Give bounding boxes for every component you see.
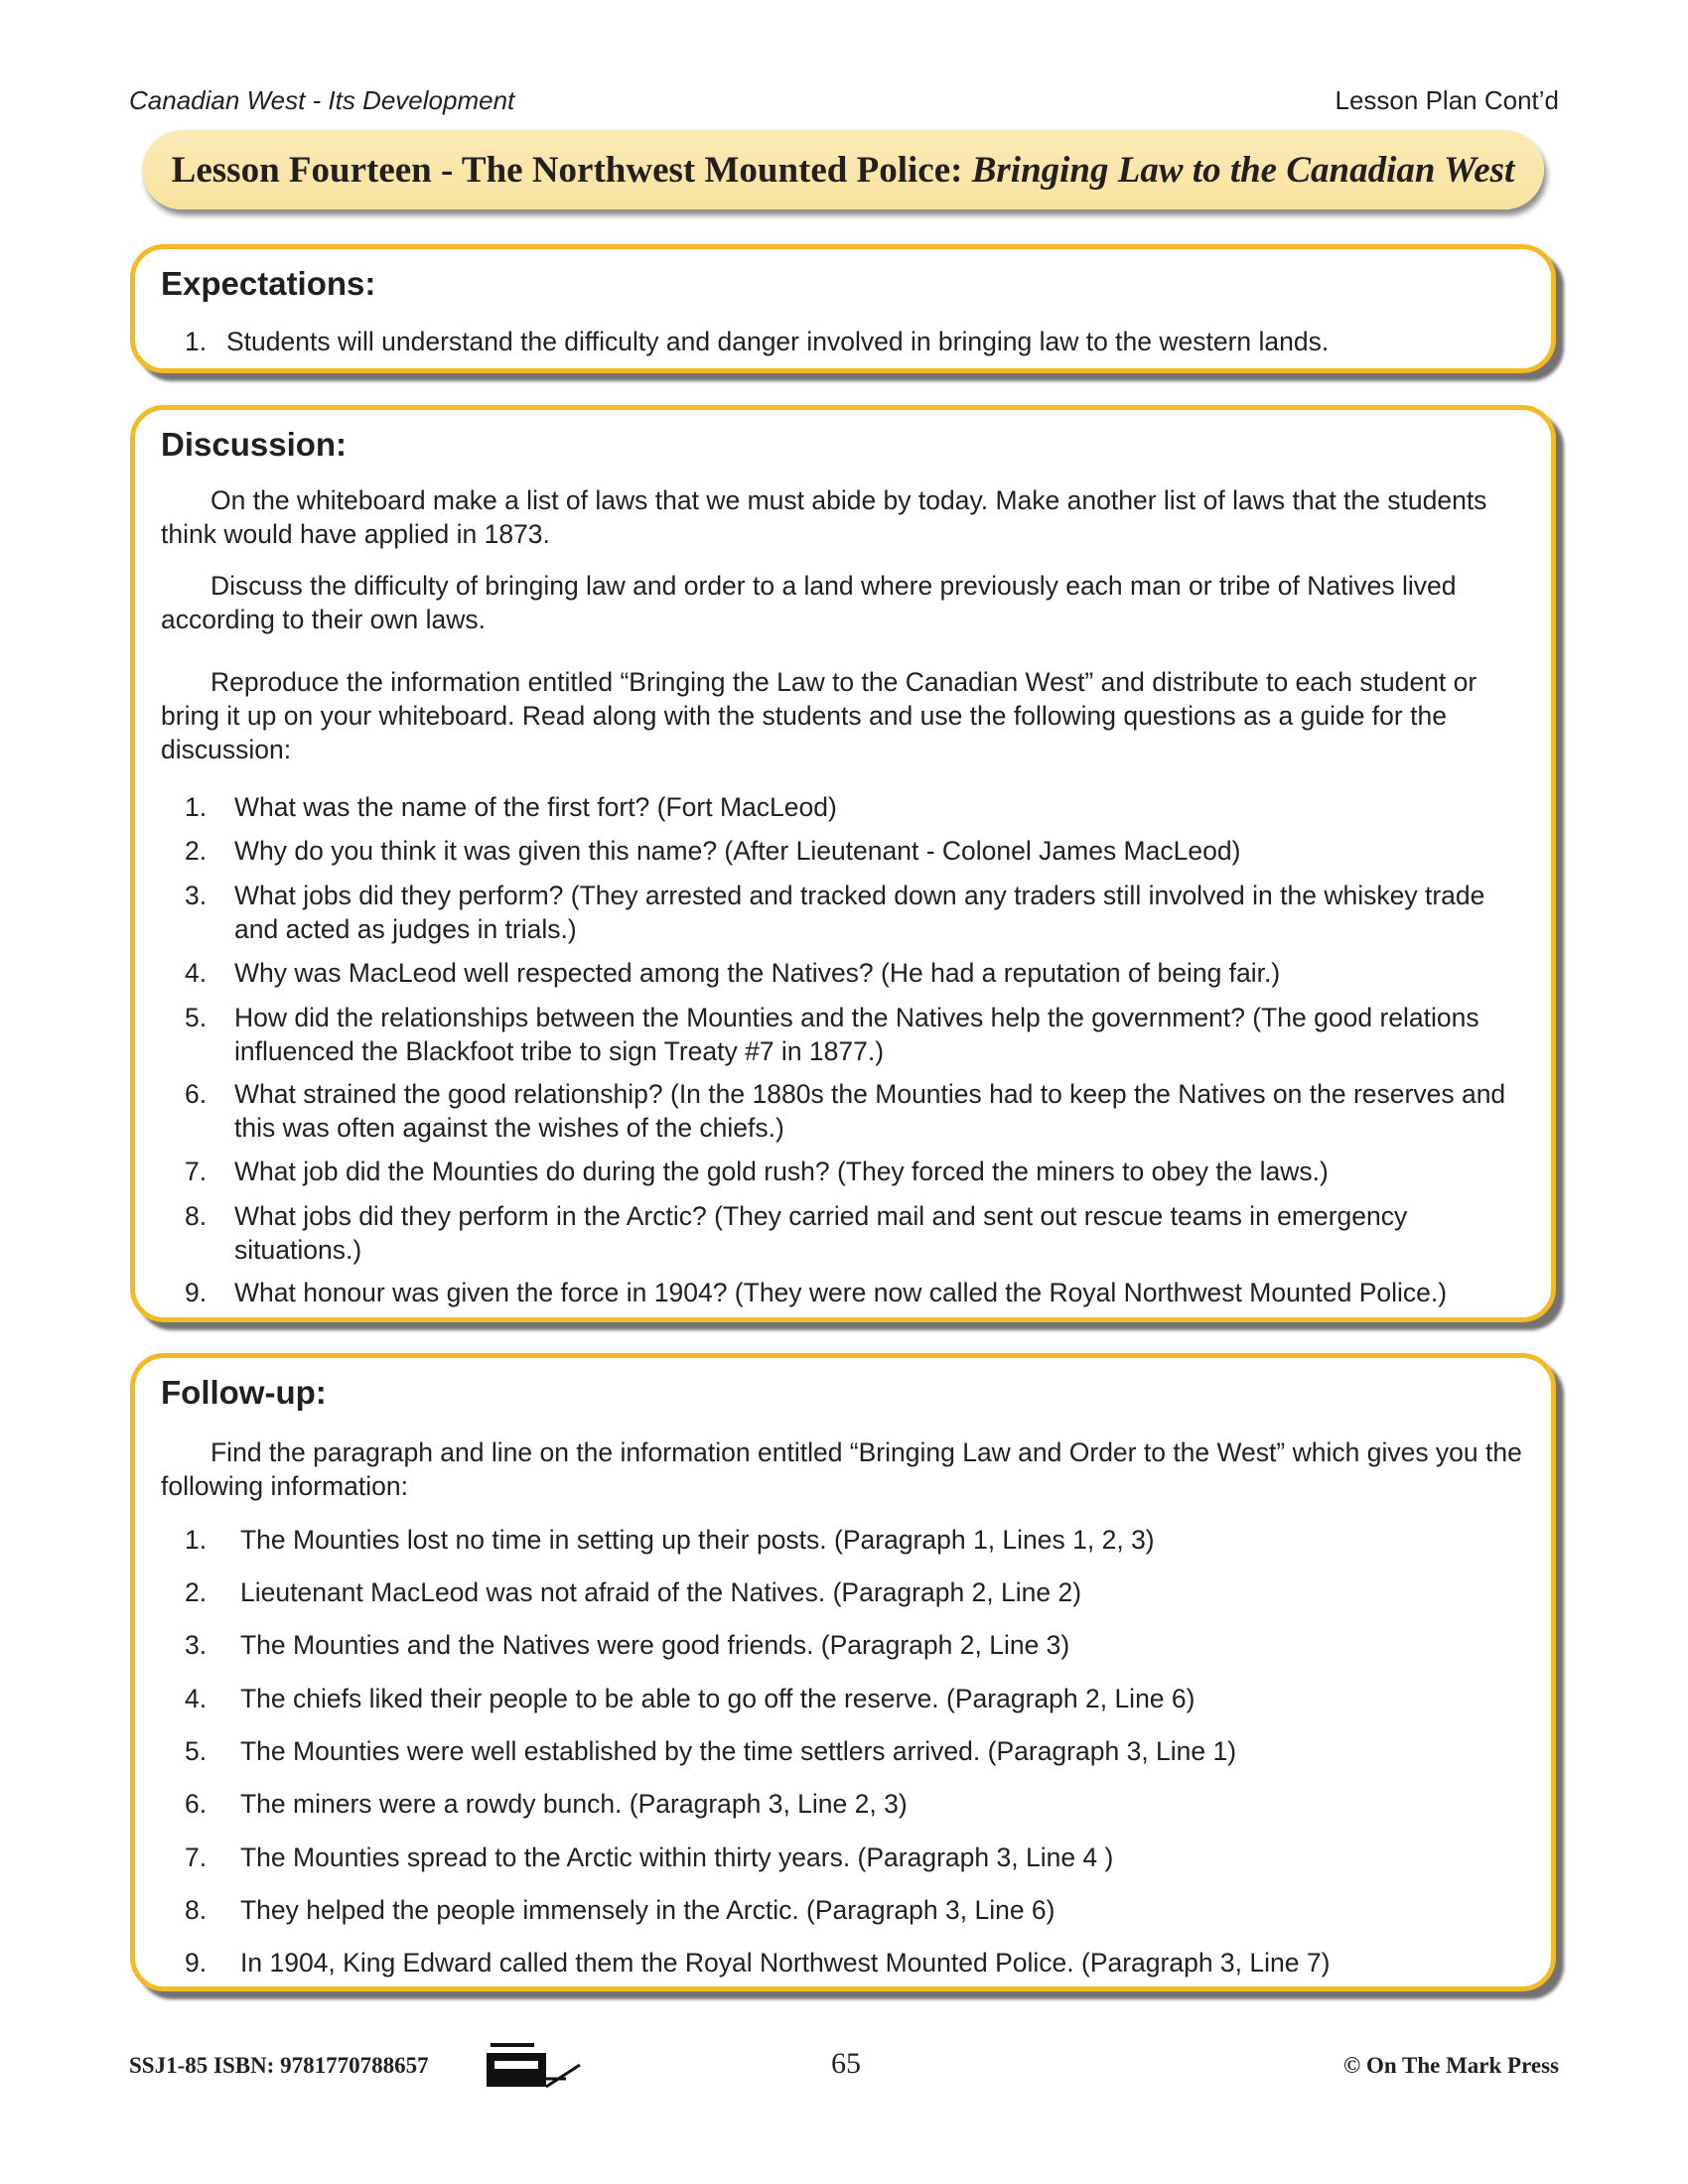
expectations-box [130,244,1556,373]
product-code: SSJ1-85 ISBN: 9781770788657 [129,2053,429,2078]
page-number: 65 [831,2047,861,2080]
discussion-paragraph: On the whiteboard make a list of laws that we must abide by today. Make another list of laws that the students think would have applied in 1873. [161,485,1487,549]
series-title: Canadian West - Its Development [129,85,515,115]
followup-item: 9. In 1904, King Edward called them the Royal Northwest Mounted Police. (Paragraph 3, Line 7) [185,1948,1331,1978]
followup-item: 2. Lieutenant MacLeod was not afraid of the Natives. (Paragraph 2, Line 2) [185,1577,1082,1607]
question-item: 9. What honour was given the force in 1904? (They were now called the Royal Northwest Mounted Police.) [185,1278,1448,1307]
section-label: Lesson Plan Cont’d [1335,85,1559,115]
copyright: © On The Mark Press [1343,2053,1559,2078]
lesson-subtitle: Bringing Law to the Canadian West [971,149,1515,191]
followup-box [130,1353,1556,1991]
list-number: 1. [185,327,208,356]
followup-item: 1. The Mounties lost no time in setting up their posts. (Paragraph 1, Lines 1, 2, 3) [185,1525,1155,1555]
list-text: Students will understand the difficulty and danger involved in bringing law to the western lands. [226,327,1330,356]
question-item: 7. What job did the Mounties do during the gold rush? (They forced the miners to obey the laws.) [185,1157,1329,1186]
question-item: 2. Why do you think it was given this name? (After Lieutenant - Colonel James MacLeod) [185,836,1241,866]
question-item: 8. What jobs did they perform in the Arctic? (They carried mail and sent out rescue teams in emergency situations.) [185,1201,1408,1265]
question-item: 5. How did the relationships between the Mounties and the Natives help the government? (The good relations influenced the Blackfoot tribe to sign Treaty #7 in 1877.) [185,1003,1479,1066]
discussion-box [130,405,1556,1322]
followup-item: 3. The Mounties and the Natives were good friends. (Paragraph 2, Line 3) [185,1630,1070,1660]
followup-heading: Follow-up: [161,1374,327,1411]
list-item [185,325,1521,358]
question-item: 3. What jobs did they perform? (They arrested and tracked down any traders still involved in the whiskey trade and acted as judges in trials.) [185,881,1485,944]
followup-intro: Find the paragraph and line on the information entitled “Bringing Law and Order to the West” which gives you the following information: [161,1437,1522,1501]
question-item: 1. What was the name of the first fort? (Fort MacLeod) [185,792,837,822]
discussion-paragraph: Discuss the difficulty of bringing law and order to a land where previously each man or tribe of Natives lived according to their own laws. [161,571,1457,634]
question-item: 6. What strained the good relationship? (In the 1880s the Mounties had to keep the Natives on the reserves and this was often against the wishes of the chiefs.) [185,1079,1506,1143]
discussion-heading: Discussion: [161,426,348,463]
followup-item: 5. The Mounties were well established by the time settlers arrived. (Paragraph 3, Line 1) [185,1736,1237,1766]
publisher-logo-icon [485,2039,582,2093]
followup-item: 6. The miners were a rowdy bunch. (Paragraph 3, Line 2, 3) [185,1789,908,1819]
question-item: 4. Why was MacLeod well respected among the Natives? (He had a reputation of being fair.) [185,958,1281,988]
followup-item: 8. They helped the people immensely in the Arctic. (Paragraph 3, Line 6) [185,1895,1055,1925]
lesson-title-banner [142,130,1544,209]
discussion-paragraph: Reproduce the information entitled “Bringing the Law to the Canadian West” and distribute to each student or bring it up on your whiteboard. Read along with the students and use the following questions as a guide for the discussion: [161,667,1477,764]
followup-item: 7. The Mounties spread to the Arctic within thirty years. (Paragraph 3, Line 4 ) [185,1843,1114,1872]
lesson-title: Lesson Fourteen - The Northwest Mounted Police: [171,149,963,191]
followup-item: 4. The chiefs liked their people to be able to go off the reserve. (Paragraph 2, Line 6) [185,1684,1196,1713]
expectations-heading: Expectations: [161,265,376,302]
